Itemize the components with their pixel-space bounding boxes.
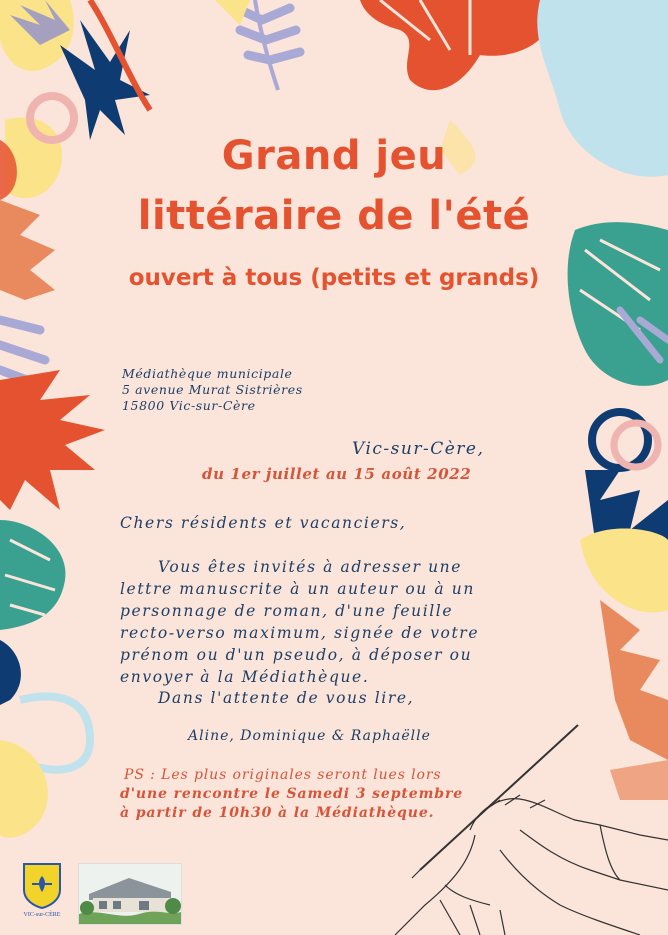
crest-icon: [20, 862, 64, 910]
subtitle: ouvert à tous (petits et grands): [128, 265, 540, 291]
ps-line-1: PS : Les plus originales seront lues lors: [124, 767, 442, 783]
body-line-2: lettre manuscrite à un auteur ou à un: [120, 580, 475, 598]
body-line-4: recto-verso maximum, signée de votre: [120, 624, 480, 642]
address-line-3: 15800 Vic-sur-Cère: [122, 398, 256, 413]
leaf-orange-right: [600, 600, 668, 760]
title-line-1: Grand jeu: [221, 133, 447, 179]
ps-line-2: d'une rencontre le Samedi 3 septembre: [120, 786, 464, 802]
leaf-red-left: [0, 370, 105, 510]
body-line-6: envoyer à la Médiathèque.: [120, 668, 370, 686]
body-line-5: prénom ou d'un pseudo, à déposer ou: [120, 646, 473, 664]
title-line-2: littéraire de l'été: [137, 193, 531, 239]
building-icon: [79, 864, 181, 924]
greeting: Chers résidents et vacanciers,: [120, 514, 407, 532]
dates: du 1er juillet au 15 août 2022: [202, 465, 472, 483]
body-line-7: Dans l'attente de vous lire,: [158, 689, 415, 707]
address-line-2: 5 avenue Murat Sistrières: [122, 382, 303, 397]
ps-line-3: à partir de 10h30 à la Médiathèque.: [120, 805, 435, 821]
logo-caption: VIC-sur-CÈRE: [23, 912, 61, 918]
body-line-1: Vous êtes invités à adresser une: [158, 558, 463, 576]
building-photo: [78, 863, 182, 925]
leaf-teal-right: [568, 222, 668, 386]
address-line-1: Médiathèque municipale: [122, 366, 293, 381]
town-crest-logo: [20, 862, 64, 924]
place: Vic-sur-Cère,: [352, 439, 485, 459]
hand-writing-quill-illustration: [395, 725, 668, 935]
signature: Aline, Dominique & Raphaëlle: [188, 728, 431, 744]
body-line-3: personnage de roman, d'une feuille: [120, 602, 454, 620]
leaf-coral-top-right: [360, 0, 560, 90]
